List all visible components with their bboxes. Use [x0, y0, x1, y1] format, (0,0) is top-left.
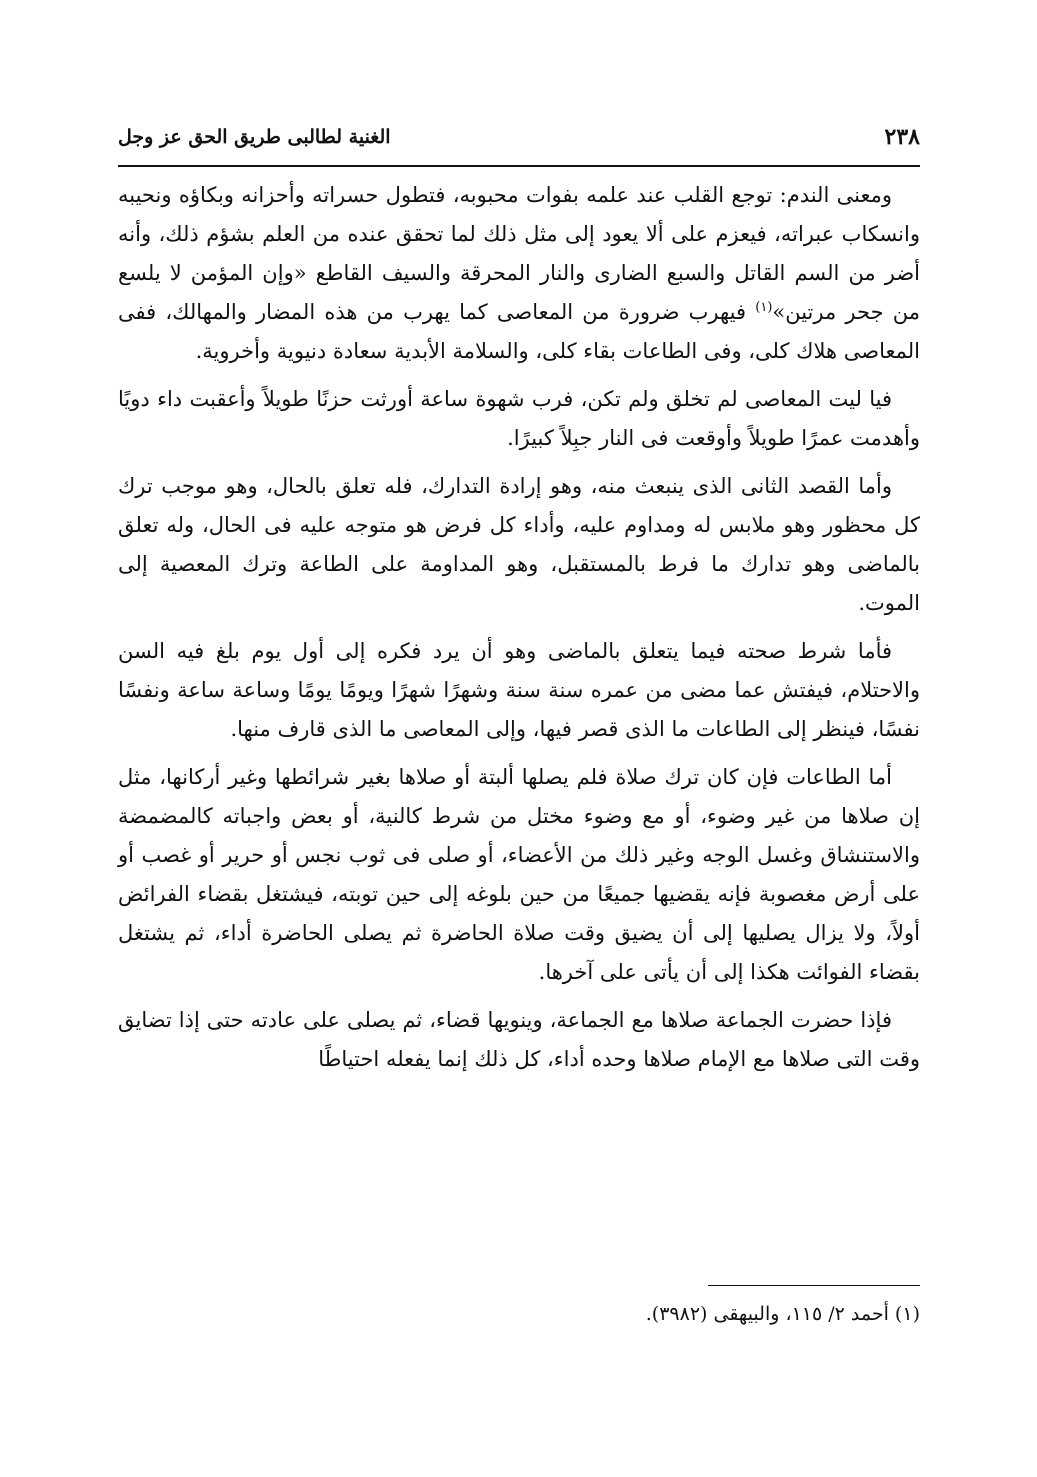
page-number: ٢٣٨	[884, 124, 920, 150]
paragraph: فيا ليت المعاصى لم تخلق ولم تكن، فرب شهوة ساعة أورثت حزنًا طويلاً وأعقبت داء دويًا وأهدمت عمرًا طويلاً وأوقعت فى النار جبِلاً كبيرًا.	[118, 387, 920, 450]
footnote-reference: (١)	[755, 300, 773, 315]
book-page	[118, 118, 920, 1325]
paragraph: أما الطاعات فإن كان ترك صلاة فلم يصلها ألبتة أو صلاها بغير شرائطها وغير أركانها، مثل إن صلاها من غير وضوء، أو مع وضوء مختل من شرط كالنية، أو بعض واجباته كالمضمضة والاستنشاق وغسل الوجه وغير ذلك من الأعضاء، أو صلى فى ثوب نجس أو حرير أو غصب أو على أرض مغصوبة فإنه يقضيها جميعًا من حين بلوغه إلى حين توبته، فيشتغل بقضاء الفرائض أولاً، ولا يزال يصليها إلى أن يضيق وقت صلاة الحاضرة ثم يصلى الحاضرة أداء، ثم يشتغل بقضاء الفوائت هكذا إلى أن يأتى على آخرها.	[118, 765, 920, 984]
main-text	[118, 176, 920, 1088]
paragraph-text: ومعنى الندم: توجع القلب عند علمه بفوات محبوبه، فتطول حسراته وأحزانه وبكاؤه ونحيبه وانسكاب عبراته، فيعزم على ألا يعود إلى مثل ذلك لما تحقق عنده من العلم بشؤم ذلك، وأنه أضر من السم القاتل والسبع الضارى والنار المحرقة والسيف القاطع «وإن المؤمن لا يلسع من جحر مرتين»	[118, 183, 920, 324]
paragraph-text: فيهرب ضرورة من المعاصى كما يهرب من هذه المضار والمهالك، ففى المعاصى هلاك كلى، وفى الطاعات بقاء كلى، والسلامة الأبدية سعادة دنيوية وأخروية.	[118, 300, 920, 363]
footnote: (١) أحمد ٢/ ١١٥، والبيهقى (٣٩٨٢).	[645, 1303, 920, 1325]
paragraph: وأما القصد الثانى الذى ينبعث منه، وهو إرادة التدارك، فله تعلق بالحال، وهو موجب ترك كل محظور وهو ملابس له ومداوم عليه، وأداء كل فرض هو متوجه عليه فى الحال، وله تعلق بالماضى وهو تدارك ما فرط بالمستقبل، وهو المداومة على الطاعة وترك المعصية إلى الموت.	[118, 474, 920, 615]
book-title: الغنية لطالبى طريق الحق عز وجل	[118, 126, 391, 148]
footnote-rule	[708, 1285, 920, 1286]
paragraph: فإذا حضرت الجماعة صلاها مع الجماعة، وينويها قضاء، ثم يصلى على عادته حتى إذا تضايق وقت التى صلاها مع الإمام صلاها وحده أداء، كل ذلك إنما يفعله احتياطًا	[118, 1008, 920, 1071]
paragraph: فأما شرط صحته فيما يتعلق بالماضى وهو أن يرد فكره إلى أول يوم بلغ فيه السن والاحتلام، فيفتش عما مضى من عمره سنة سنة وشهرًا شهرًا ويومًا يومًا وساعة ساعة ونفسًا نفسًا، فينظر إلى الطاعات ما الذى قصر فيها، وإلى المعاصى ما الذى قارف منها.	[118, 639, 920, 741]
running-header	[118, 118, 920, 158]
header-rule	[118, 165, 920, 167]
paragraph	[118, 176, 920, 371]
